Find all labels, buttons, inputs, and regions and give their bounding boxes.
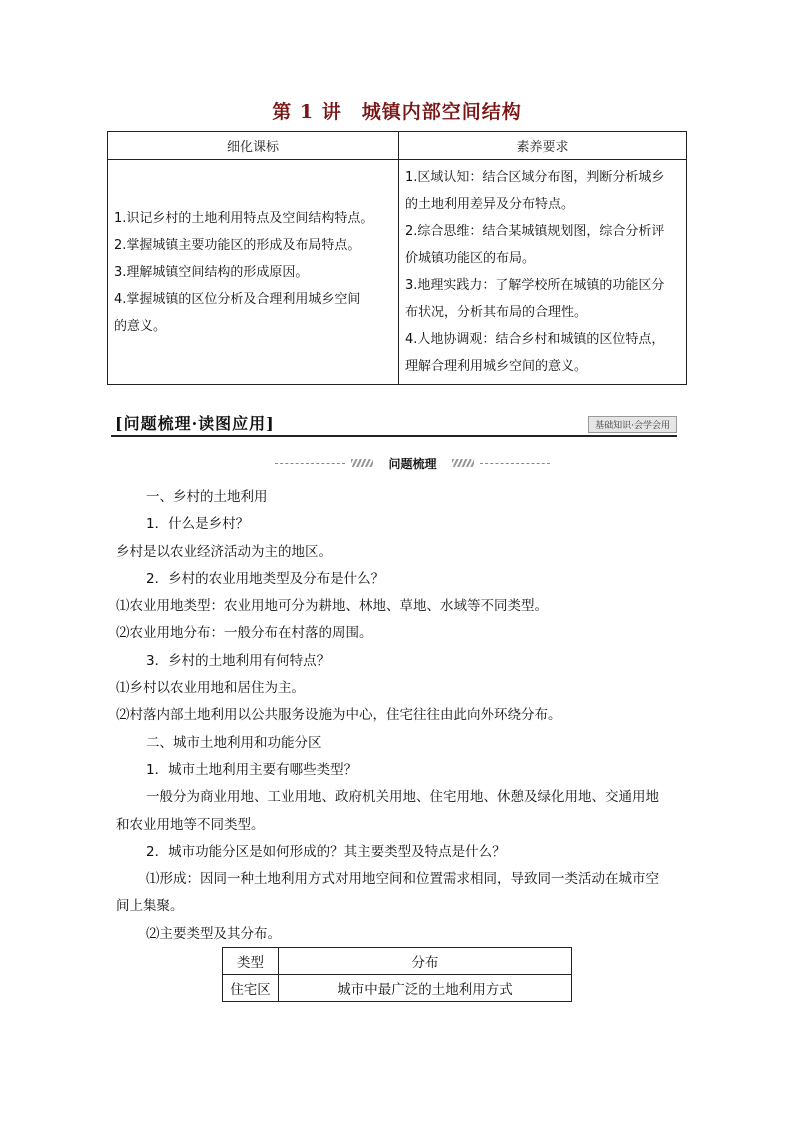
body-line: ⑵主要类型及其分布。 xyxy=(146,925,281,942)
body-line: 二、城市土地利用和功能分区 xyxy=(146,734,322,751)
section-header xyxy=(111,411,677,437)
divider-stripes-right xyxy=(452,459,474,467)
body-line: 乡村是以农业经济活动为主的地区。 xyxy=(116,543,332,560)
goals-left-cell xyxy=(108,160,399,385)
literacy-line: 布状况，分析其布局的合理性。 xyxy=(405,305,588,320)
literacy-line: 价城镇功能区的布局。 xyxy=(405,251,536,266)
body-text xyxy=(116,484,682,948)
goal-line: 3.理解城镇空间结构的形成原因。 xyxy=(114,264,309,280)
distribution-table xyxy=(222,947,572,1002)
body-line: 1．城市土地利用主要有哪些类型？ xyxy=(146,761,358,778)
goal-line: 的意义。 xyxy=(114,318,167,334)
body-line: 一、乡村的土地利用 xyxy=(146,489,268,505)
literacy-line: 的土地利用差异及分布特点。 xyxy=(405,197,575,212)
body-line: ⑵村落内部土地利用以公共服务设施为中心，住宅往往由此向外环绕分布。 xyxy=(116,707,562,724)
body-line: ⑴形成：因同一种土地利用方式对用地空间和位置需求相同，导致同一类活动在城市空 xyxy=(146,871,659,888)
body-line: 3．乡村的土地利用有何特点？ xyxy=(146,652,331,669)
goals-header-left: 细化课标 xyxy=(108,132,399,160)
divider-dash-right xyxy=(480,463,550,464)
body-line: ⑵农业用地分布：一般分布在村落的周围。 xyxy=(116,625,373,642)
section-divider xyxy=(275,455,550,471)
section-title: [问题梳理·读图应用] xyxy=(115,414,275,433)
goal-line: 2.掌握城镇主要功能区的形成及布局特点。 xyxy=(114,237,361,253)
literacy-line: 2.综合思维：结合某城镇规划图，综合分析评 xyxy=(405,224,665,239)
body-line: 一般分为商业用地、工业用地、政府机关用地、住宅用地、休憩及绿化用地、交通用地 xyxy=(146,789,659,806)
goal-line: 1.识记乡村的土地利用特点及空间结构特点。 xyxy=(114,210,374,226)
body-line: ⑴乡村以农业用地和居住为主。 xyxy=(116,680,305,697)
section-tag: 基础知识·会学会用 xyxy=(588,416,677,433)
literacy-line: 4.人地协调观：结合乡村和城镇的区位特点， xyxy=(405,332,665,347)
body-line: 和农业用地等不同类型。 xyxy=(116,816,265,833)
dist-header-distribution: 分布 xyxy=(279,948,572,975)
divider-label: 问题梳理 xyxy=(388,457,437,471)
goals-right-cell xyxy=(399,160,687,385)
dist-cell-type: 住宅区 xyxy=(223,975,279,1002)
goal-line: 4.掌握城镇的区位分析及合理利用城乡空间 xyxy=(114,291,361,307)
literacy-line: 3.地理实践力：了解学校所在城镇的功能区分 xyxy=(405,278,665,293)
dist-header-type: 类型 xyxy=(223,948,279,975)
body-line: 2．城市功能分区是如何形成的？其主要类型及特点是什么？ xyxy=(146,843,506,860)
page-title: 第 1 讲 城镇内部空间结构 xyxy=(272,101,522,123)
body-line: 间上集聚。 xyxy=(116,898,184,915)
literacy-line: 1.区域认知：结合区域分布图，判断分析城乡 xyxy=(405,170,665,185)
literacy-line: 理解合理利用城乡空间的意义。 xyxy=(405,359,588,374)
body-line: ⑴农业用地类型：农业用地可分为耕地、林地、草地、水域等不同类型。 xyxy=(116,598,548,615)
dist-cell-distribution: 城市中最广泛的土地利用方式 xyxy=(279,975,572,1002)
body-line: 2．乡村的农业用地类型及分布是什么？ xyxy=(146,570,385,587)
goals-header-right: 素养要求 xyxy=(399,132,687,160)
body-line: 1．什么是乡村？ xyxy=(146,516,250,533)
goals-table xyxy=(107,131,687,385)
